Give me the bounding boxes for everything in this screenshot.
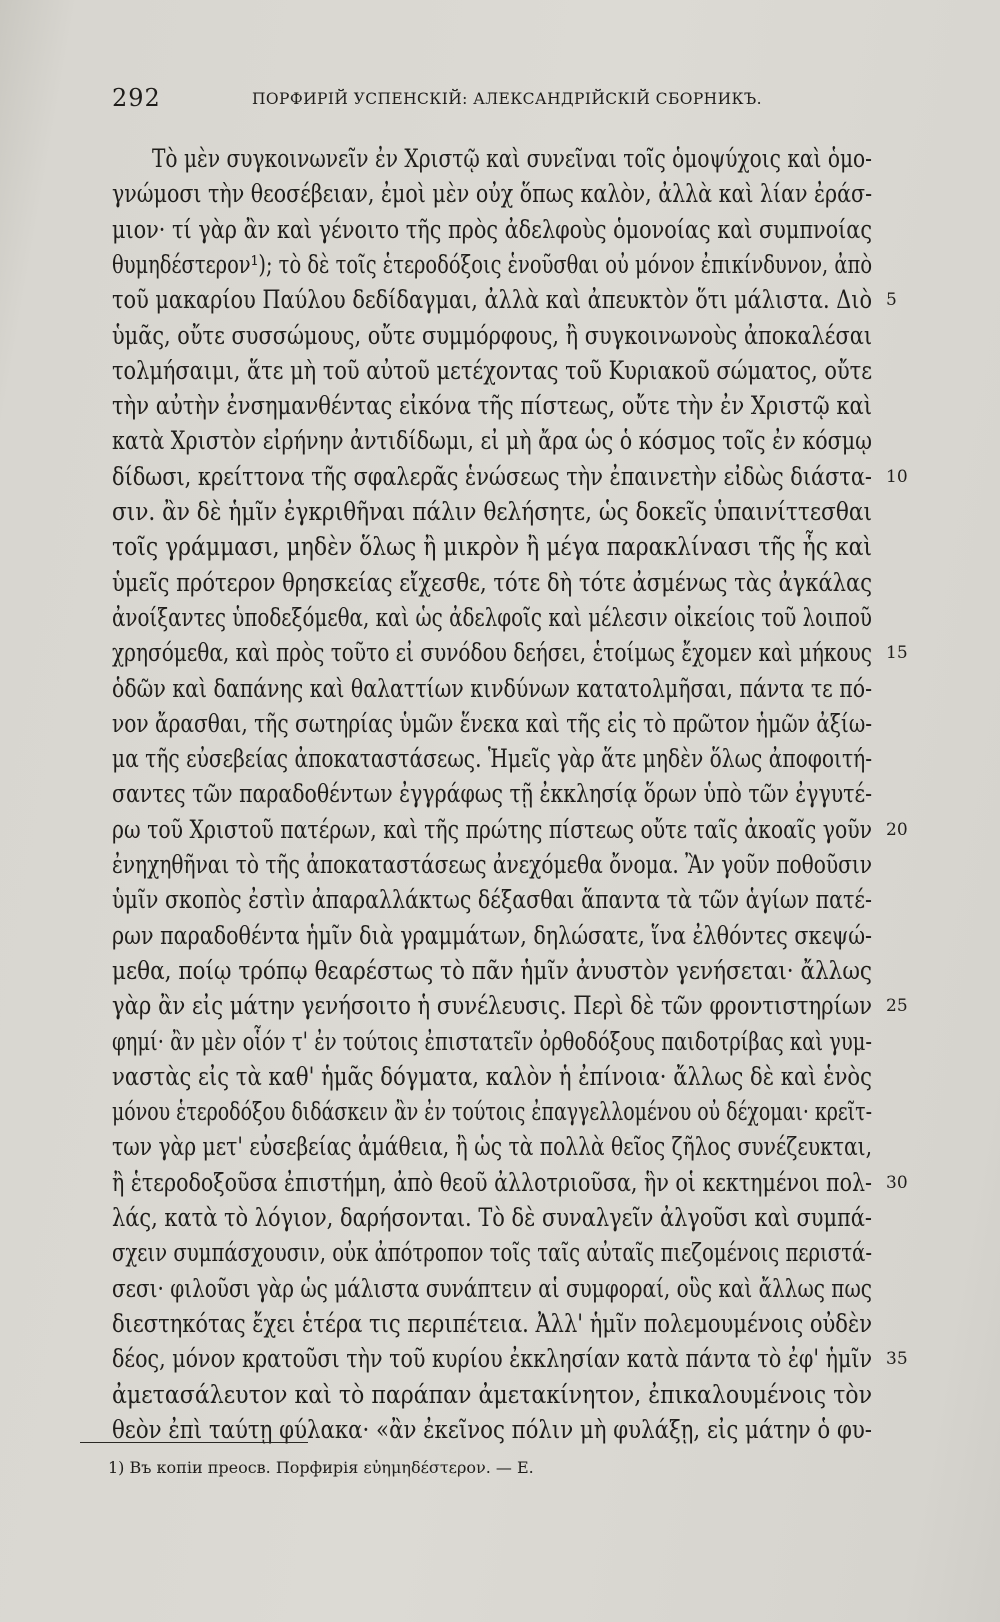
- line-text: ἀμετασάλευτον καὶ τὸ παράπαν ἀμετακίνητον, ἐπικαλουμένοις τὸν: [112, 1379, 873, 1409]
- line-text: κατὰ Χριστὸν εἰρήνην ἀντιδίδωμι, εἰ μὴ ἄρα ὡς ὁ κόσμος τοῖς ἐν κόσμῳ: [112, 426, 873, 456]
- line-text: ἢ ἑτεροδοξοῦσα ἐπιστήμη, ἀπὸ θεοῦ ἀλλοτριοῦσα, ἣν οἱ κεκτημένοι πολ-: [112, 1167, 872, 1197]
- line-text: δίδωσι, κρείττονα τῆς σφαλερᾶς ἑνώσεως τὴν ἐπαινετὴν εἰδὼς διάστα-: [112, 461, 872, 491]
- line-number: 5: [886, 290, 897, 311]
- line-text: τὴν αὐτὴν ἐνσημανθέντας εἰκόνα τῆς πίστεως, οὔτε τὴν ἐν Χριστῷ καὶ: [112, 391, 873, 421]
- line-text: φημί· ἂν μὲν οἷόν τ' ἐν τούτοις ἐπιστατεῖν ὀρθοδόξους παιδοτρίβας καὶ γυμ-: [112, 1026, 872, 1056]
- line-text: θυμηδέστερον¹); τὸ δὲ τοῖς ἑτεροδόξοις ἑνοῦσθαι οὐ μόνον ἐπικίνδυνον, ἀπὸ: [112, 249, 873, 279]
- page-number: 292: [112, 84, 161, 112]
- line-text: σαντες τῶν παραδοθέντων ἐγγράφως τῇ ἐκκλησίᾳ ὅρων ὑπὸ τῶν ἐγγυτέ-: [112, 779, 873, 809]
- line-text: ρων παραδοθέντα ἡμῖν διὰ γραμμάτων, δηλώσατε, ἵνα ἐλθόντες σκεψώ-: [112, 920, 873, 950]
- line-text: μεθα, ποίῳ τρόπῳ θεαρέστως τὸ πᾶν ἡμῖν ἀνυστὸν γενήσεται· ἄλλως: [112, 955, 872, 985]
- line-text: των γὰρ μετ' εὐσεβείας ἀμάθεια, ἢ ὡς τὰ πολλὰ θεῖος ζῆλος συνέζευκται,: [112, 1132, 873, 1162]
- line-text: νον ἄρασθαι, τῆς σωτηρίας ὑμῶν ἕνεκα καὶ τῆς εἰς τὸ πρῶτον ἡμῶν ἀξίω-: [112, 708, 873, 738]
- footnote: 1) Въ копіи преосв. Порфирія εὐημηδέστερον. — Е.: [108, 1458, 534, 1477]
- line-text: τοῖς γράμμασι, μηδὲν ὅλως ἢ μικρὸν ἢ μέγα παρακλίνασι τῆς ἧς καὶ: [112, 532, 873, 562]
- line-text: ὑμεῖς πρότερον θρησκείας εἴχεσθε, τότε δὴ τότε ἀσμένως τὰς ἀγκάλας: [112, 567, 873, 597]
- line-number: 35: [886, 1349, 908, 1370]
- line-text: λάς, κατὰ τὸ λόγιον, δαρήσονται. Τὸ δὲ συναλγεῖν ἀλγοῦσι καὶ συμπά-: [112, 1203, 872, 1232]
- running-title: ПОРФИРІЙ УСПЕНСКІЙ: АЛЕКСАНДРІЙСКІЙ СБОРНИКЪ.: [252, 90, 762, 108]
- line-text: θεὸν ἐπὶ ταύτῃ φύλακα· «ἂν ἐκεῖνος πόλιν μὴ φυλάξῃ, εἰς μάτην ὁ φυ-: [112, 1414, 872, 1444]
- line-text: μόνου ἑτεροδόξου διδάσκειν ἂν ἐν τούτοις ἐπαγγελλομένου οὐ δέχομαι· κρεῖτ-: [112, 1097, 872, 1127]
- line-number: 25: [886, 996, 908, 1017]
- line-number: 30: [886, 1172, 908, 1193]
- line-text: ναστὰς εἰς τὰ καθ' ἡμᾶς δόγματα, καλὸν ἡ ἐπίνοια· ἄλλως δὲ καὶ ἑνὸς: [112, 1061, 872, 1091]
- line-number: 15: [886, 643, 908, 664]
- line-text: χρησόμεθα, καὶ πρὸς τοῦτο εἰ συνόδου δεήσει, ἑτοίμως ἔχομεν καὶ μήκους: [112, 638, 872, 668]
- line-number: 10: [886, 466, 908, 487]
- footnote-rule: [80, 1442, 308, 1443]
- line-text: ἐνηχηθῆναι τὸ τῆς ἀποκαταστάσεως ἀνεχόμεθα ὄνομα. Ἂν γοῦν ποθοῦσιν: [112, 850, 873, 879]
- line-text: σεσι· φιλοῦσι γὰρ ὡς μάλιστα συνάπτειν αἱ συμφοραί, οὓς καὶ ἄλλως πως: [112, 1273, 872, 1303]
- line-text: δέος, μόνον κρατοῦσι τὴν τοῦ κυρίου ἐκκλησίαν κατὰ πάντα τὸ ἐφ' ἡμῖν: [112, 1344, 872, 1374]
- line-text: ὑμᾶς, οὔτε συσσώμους, οὔτε συμμόρφους, ἢ συγκοινωνοὺς ἀποκαλέσαι: [112, 320, 873, 350]
- line-text: σιν. ἂν δὲ ἡμῖν ἐγκριθῆναι πάλιν θελήσητε, ὡς δοκεῖς ὑπαινίττεσθαι: [112, 497, 872, 526]
- line-text: διεστηκότας ἔχει ἑτέρα τις περιπέτεια. Ἀλλ' ἡμῖν πολεμουμένοις οὐδὲν: [112, 1308, 872, 1338]
- line-text: τοῦ μακαρίου Παύλου δεδίδαγμαι, ἀλλὰ καὶ ἀπευκτὸν ὅτι μάλιστα. Διὸ: [112, 285, 873, 315]
- line-number: 20: [886, 819, 908, 840]
- line-text: ἀνοίξαντες ὑποδεξόμεθα, καὶ ὡς ἀδελφοῖς καὶ μέλεσιν οἰκείοις τοῦ λοιποῦ: [112, 602, 872, 632]
- line-text: ρω τοῦ Χριστοῦ πατέρων, καὶ τῆς πρώτης πίστεως οὔτε ταῖς ἀκοαῖς γοῦν: [112, 814, 873, 844]
- line-text: τολμήσαιμι, ἅτε μὴ τοῦ αὐτοῦ μετέχοντας τοῦ Κυριακοῦ σώματος, οὔτε: [112, 355, 873, 385]
- line-text: γνώμοσι τὴν θεοσέβειαν, ἐμοὶ μὲν οὐχ ὅπως καλὸν, ἀλλὰ καὶ λίαν ἐράσ-: [112, 179, 873, 209]
- line-text: Τὸ μὲν συγκοινωνεῖν ἐν Χριστῷ καὶ συνεῖναι τοῖς ὁμοψύχοις καὶ ὁμο-: [152, 144, 872, 173]
- line-text: σχειν συμπάσχουσιν, οὐκ ἀπότροπον τοῖς ταῖς αὐταῖς πιεζομένοις περιστά-: [112, 1238, 872, 1268]
- line-text: μα τῆς εὐσεβείας ἀποκαταστάσεως. Ἡμεῖς γὰρ ἅτε μηδὲν ὅλως ἀποφοιτή-: [112, 744, 873, 774]
- line-text: ὁδῶν καὶ δαπάνης καὶ θαλαττίων κινδύνων κατατολμῆσαι, πάντα τε πό-: [112, 673, 873, 703]
- line-text: μιον· τί γὰρ ἂν καὶ γένοιτο τῆς πρὸς ἀδελφοὺς ὁμονοίας καὶ συμπνοίας: [112, 214, 872, 244]
- line-text: ὑμῖν σκοπὸς ἐστὶν ἀπαραλλάκτως δέξασθαι ἅπαντα τὰ τῶν ἁγίων πατέ-: [112, 885, 873, 915]
- line-text: γὰρ ἂν εἰς μάτην γενήσοιτο ἡ συνέλευσις. Περὶ δὲ τῶν φροντιστηρίων: [112, 991, 872, 1021]
